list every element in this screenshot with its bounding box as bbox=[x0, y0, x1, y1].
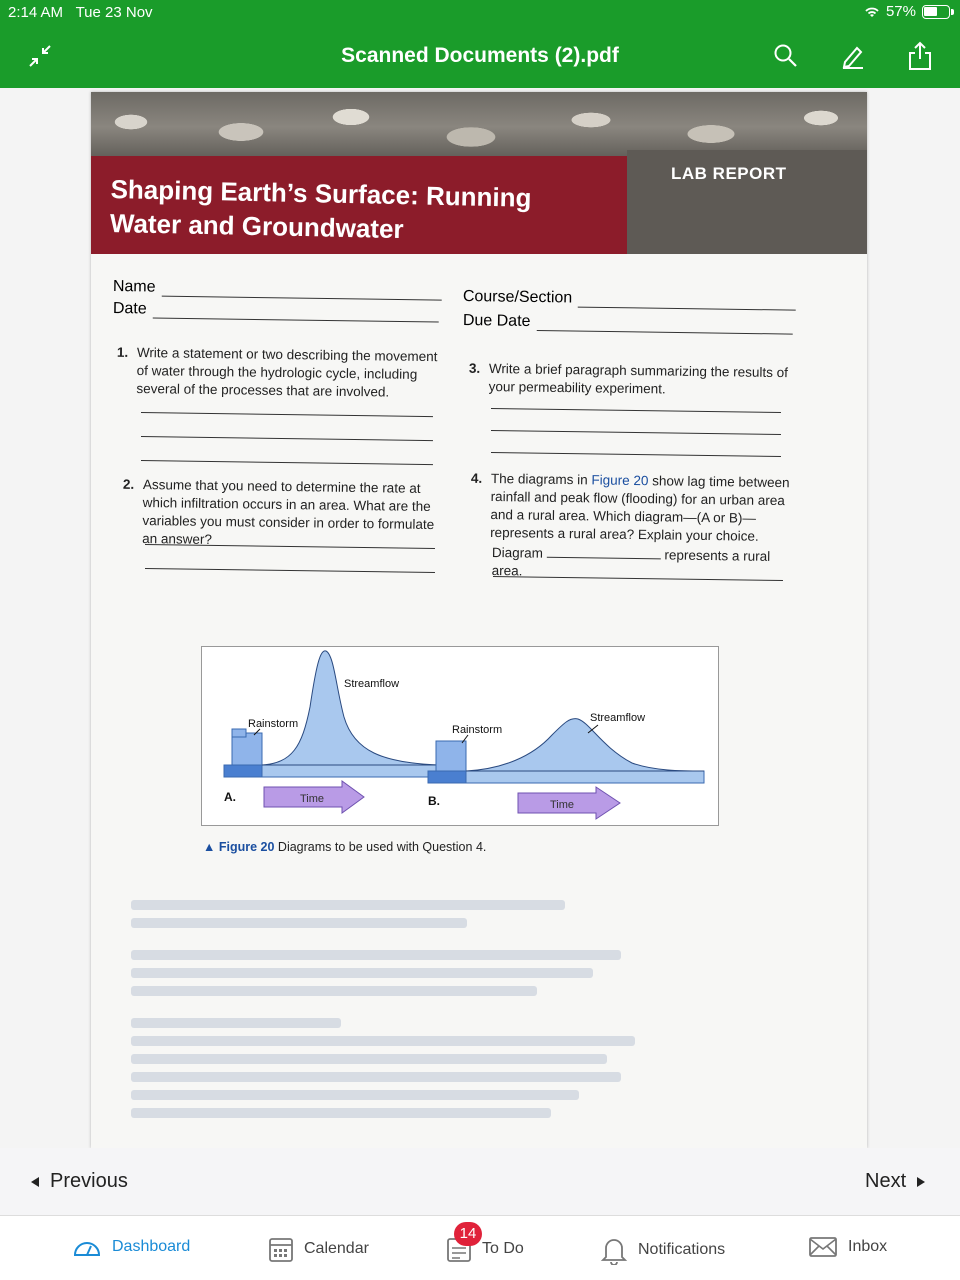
status-right bbox=[864, 3, 950, 20]
tab-notifications[interactable]: Notifications bbox=[600, 1235, 725, 1265]
tab-inbox[interactable]: Inbox bbox=[808, 1235, 887, 1259]
panel-b-base bbox=[428, 771, 704, 783]
answer-line bbox=[491, 430, 781, 435]
date-field: Date bbox=[113, 300, 439, 323]
question-3: 3. Write a brief paragraph summarizing the results of your permeability experiment. bbox=[468, 360, 789, 397]
panel-a-rain-bar-top bbox=[232, 729, 246, 737]
share-icon[interactable] bbox=[902, 38, 938, 74]
title-bar bbox=[0, 24, 960, 88]
answer-line bbox=[141, 412, 433, 417]
answer-line bbox=[141, 460, 433, 465]
battery-fill bbox=[924, 7, 937, 16]
heading-line-1: Shaping Earth’s Surface: Running bbox=[110, 173, 532, 213]
tab-calendar[interactable]: Calendar bbox=[268, 1235, 369, 1263]
tab-dashboard[interactable]: Dashboard bbox=[72, 1235, 190, 1259]
document-viewer[interactable] bbox=[0, 88, 960, 1148]
battery-icon bbox=[922, 5, 950, 19]
document-heading bbox=[110, 172, 611, 250]
bell-icon bbox=[600, 1235, 628, 1265]
question-4: 4. The diagrams in Figure 20 show lag time between rainfall and peak flow (flooding) for an urban area and a rural area. Which diagram—(A or B)—represents a rural area? Explain your choice. bbox=[470, 470, 790, 544]
pdf-page bbox=[91, 92, 867, 1148]
question-1: 1. Write a statement or two describing the movement of water through the hydrologic cycle, including several of the processes that are involved. bbox=[116, 344, 438, 400]
answer-line bbox=[491, 452, 781, 457]
panel-b-label: B. bbox=[428, 794, 440, 808]
answer-line bbox=[491, 408, 781, 413]
panel-b-time-label: Time bbox=[550, 799, 575, 811]
panel-a-label: A. bbox=[224, 790, 236, 804]
panel-b-streamflow-label: Streamflow bbox=[590, 712, 646, 724]
answer-line bbox=[145, 568, 435, 573]
panel-a-base-dark bbox=[224, 765, 262, 777]
lab-report-label: LAB REPORT bbox=[671, 164, 787, 183]
diagram-answer: Diagram represents a rural area. bbox=[491, 544, 771, 579]
faded-bleedthrough-text bbox=[131, 892, 831, 1148]
battery-percent: 57% bbox=[885, 3, 916, 20]
pen-icon[interactable] bbox=[835, 38, 871, 74]
dashboard-icon bbox=[72, 1235, 102, 1259]
lab-report-box bbox=[627, 150, 867, 254]
hydrograph-diagrams bbox=[202, 647, 720, 827]
caret-left-icon bbox=[30, 1176, 40, 1188]
todo-badge: 14 bbox=[454, 1222, 482, 1246]
status-bar bbox=[0, 0, 960, 24]
status-time: 2:14 AM Tue 23 Nov bbox=[8, 4, 153, 21]
status-date: Tue 23 Nov bbox=[75, 4, 153, 21]
panel-b-rainstorm-label: Rainstorm bbox=[452, 724, 503, 736]
tab-todo[interactable]: To Do bbox=[446, 1235, 524, 1263]
figure-caption: ▲ Figure 20 Diagrams to be used with Question 4. bbox=[203, 840, 487, 854]
inbox-icon bbox=[808, 1235, 838, 1259]
calendar-icon bbox=[268, 1235, 294, 1263]
due-date-field: Due Date bbox=[463, 312, 793, 335]
page-navigation bbox=[0, 1148, 960, 1216]
panel-b-base-dark bbox=[428, 771, 466, 783]
name-field: Name bbox=[113, 278, 442, 301]
document-title: Scanned Documents (2).pdf bbox=[341, 44, 619, 67]
panel-a-rainstorm-label: Rainstorm bbox=[248, 718, 299, 730]
heading-line-2: Water and Groundwater bbox=[109, 207, 404, 245]
panel-a-streamflow-curve bbox=[262, 651, 440, 765]
caret-right-icon bbox=[916, 1176, 926, 1188]
panel-a-time-label: Time bbox=[300, 793, 325, 805]
figure-20-link[interactable]: Figure 20 bbox=[591, 472, 649, 489]
previous-button[interactable]: Previous bbox=[30, 1170, 128, 1193]
panel-b-rain-bar bbox=[436, 741, 466, 771]
panel-a-rain-bar bbox=[232, 733, 262, 765]
question-2: 2. Assume that you need to determine the rate at which infiltration occurs in an area. What are the variables you must consider in order to formulate an answer? bbox=[122, 476, 435, 547]
figure-20 bbox=[201, 646, 719, 826]
search-icon[interactable] bbox=[768, 38, 804, 74]
wifi-icon bbox=[864, 5, 880, 19]
course-section-field: Course/Section bbox=[463, 288, 797, 311]
caption-triangle-icon: ▲ bbox=[203, 840, 216, 854]
panel-a-streamflow-label: Streamflow bbox=[344, 678, 400, 690]
next-button[interactable]: Next bbox=[865, 1170, 926, 1193]
answer-line bbox=[141, 436, 433, 441]
